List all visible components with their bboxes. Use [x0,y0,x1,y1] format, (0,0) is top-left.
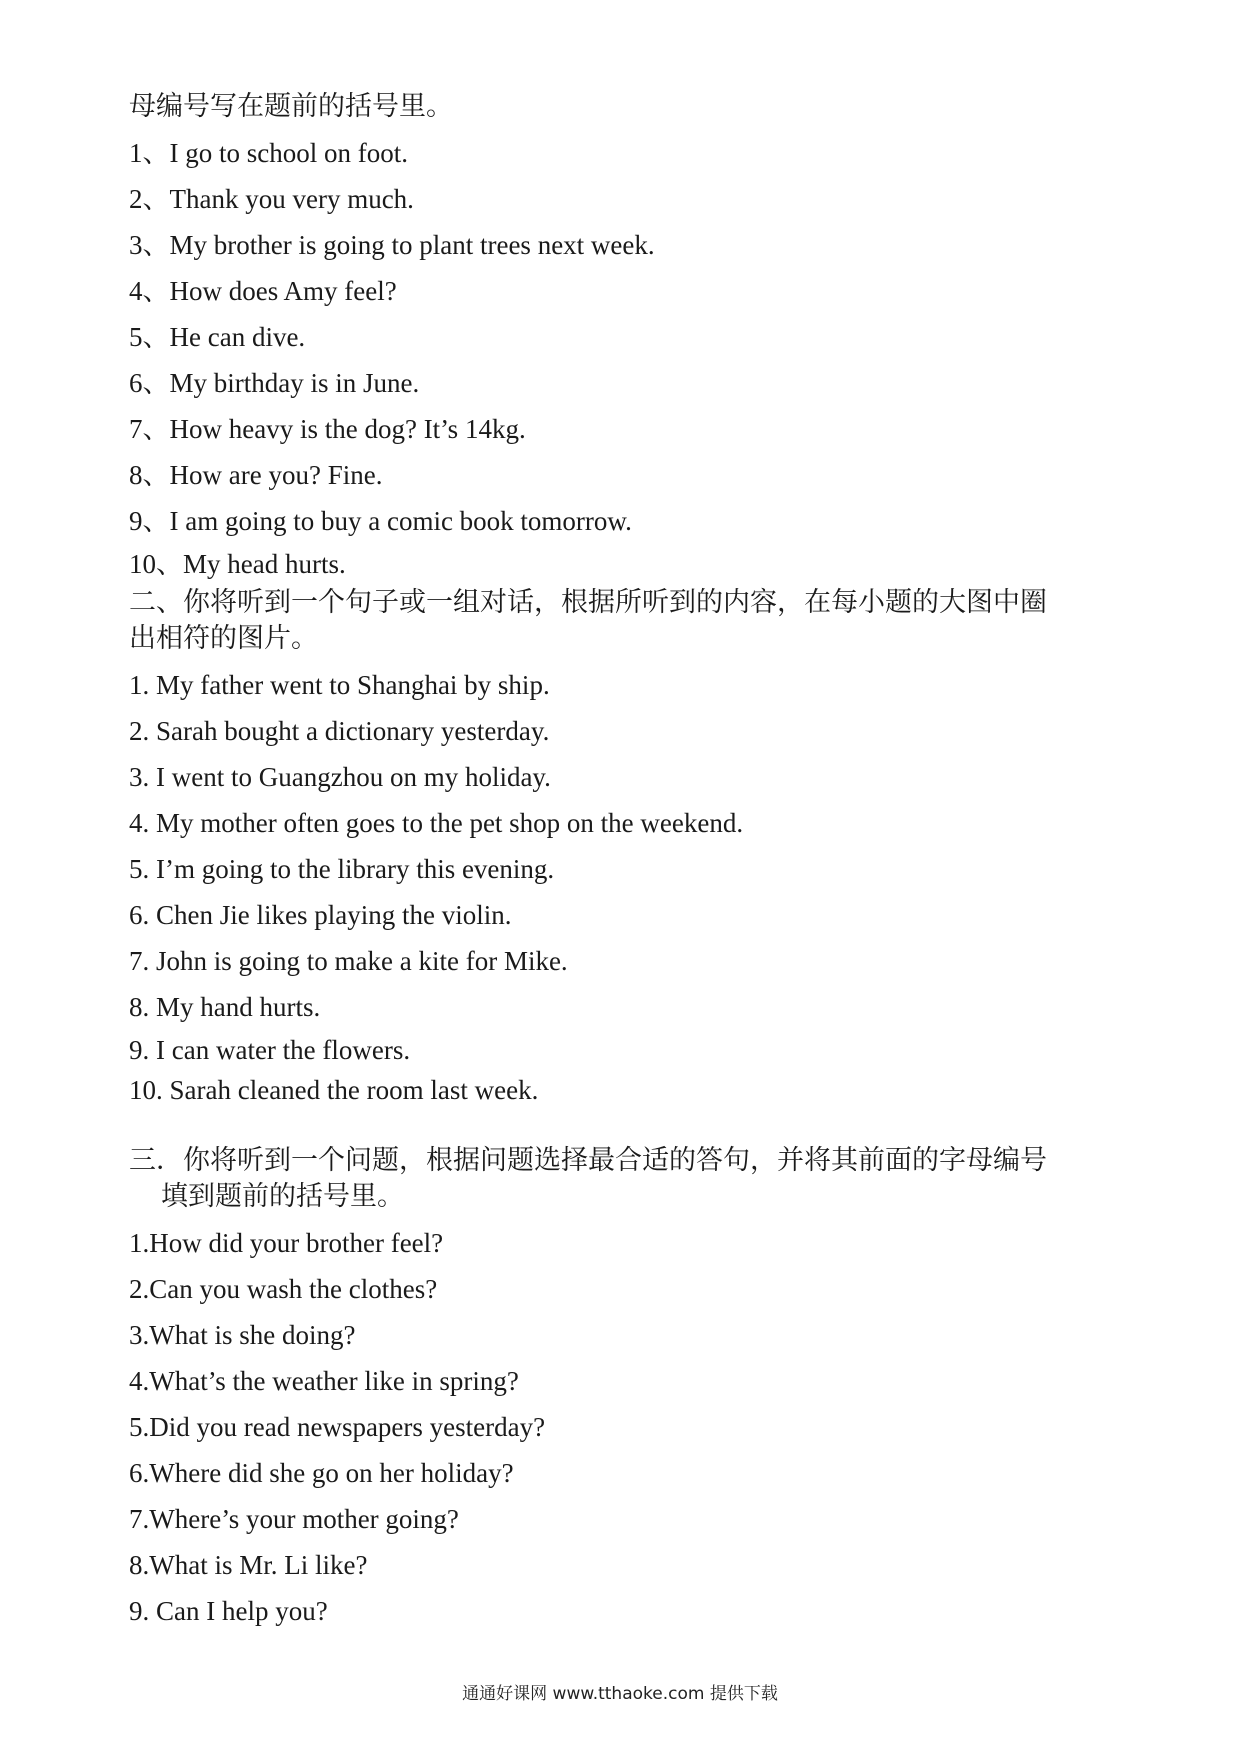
list-item: 7. John is going to make a kite for Mike. [129,946,568,976]
list-item: 3、My brother is going to plant trees next week. [129,230,655,260]
section2-list [129,662,1129,1110]
section3-heading-line2: 填到题前的括号里。 [161,1181,404,1211]
list-item: 3. I went to Guangzhou on my holiday. [129,762,551,792]
section1-heading: 母编号写在题前的括号里。 [129,91,453,121]
worksheet-page [129,88,1129,1634]
list-item: 9. I can water the flowers. [129,1035,411,1065]
list-item: 1.How did your brother feel? [129,1228,444,1258]
list-item: 6.Where did she go on her holiday? [129,1458,514,1488]
list-item: 9. Can I help you? [129,1596,328,1626]
section3-list [129,1220,1129,1634]
list-item: 7.Where’s your mother going? [129,1504,459,1534]
section2-heading-line1: 二、你将听到一个句子或一组对话，根据所听到的内容，在每小题的大图中圈 [129,587,1047,617]
list-item: 7、How heavy is the dog? It’s 14kg. [129,414,526,444]
list-item: 10、My head hurts. [129,549,346,579]
list-item: 8. My hand hurts. [129,992,321,1022]
list-item: 3.What is she doing? [129,1320,356,1350]
list-item: 6、My birthday is in June. [129,368,420,398]
list-item: 4.What’s the weather like in spring? [129,1366,519,1396]
list-item: 6. Chen Jie likes playing the violin. [129,900,512,930]
list-item: 5. I’m going to the library this evening. [129,854,555,884]
list-item: 9、I am going to buy a comic book tomorrow. [129,506,632,536]
list-item: 2. Sarah bought a dictionary yesterday. [129,716,550,746]
list-item: 8、How are you? Fine. [129,460,383,490]
list-item: 1. My father went to Shanghai by ship. [129,670,550,700]
list-item: 2、Thank you very much. [129,184,414,214]
list-item: 10. Sarah cleaned the room last week. [129,1075,539,1105]
list-item: 5、He can dive. [129,322,306,352]
list-item: 4、How does Amy feel? [129,276,397,306]
list-item: 4. My mother often goes to the pet shop on the weekend. [129,808,744,838]
list-item: 1、I go to school on foot. [129,138,408,168]
section3-heading-line1: 三．你将听到一个问题，根据问题选择最合适的答句，并将其前面的字母编号 [129,1145,1047,1175]
list-item: 2.Can you wash the clothes? [129,1274,438,1304]
list-item: 5.Did you read newspapers yesterday? [129,1412,546,1442]
section2-heading-line2: 出相符的图片。 [129,623,318,653]
section1-list [129,130,1129,584]
section2-heading [129,584,1129,656]
list-item: 8.What is Mr. Li like? [129,1550,368,1580]
section3-heading [129,1142,1129,1214]
page-footer: 通通好课网 www.tthaoke.com 提供下载 [462,1684,778,1704]
